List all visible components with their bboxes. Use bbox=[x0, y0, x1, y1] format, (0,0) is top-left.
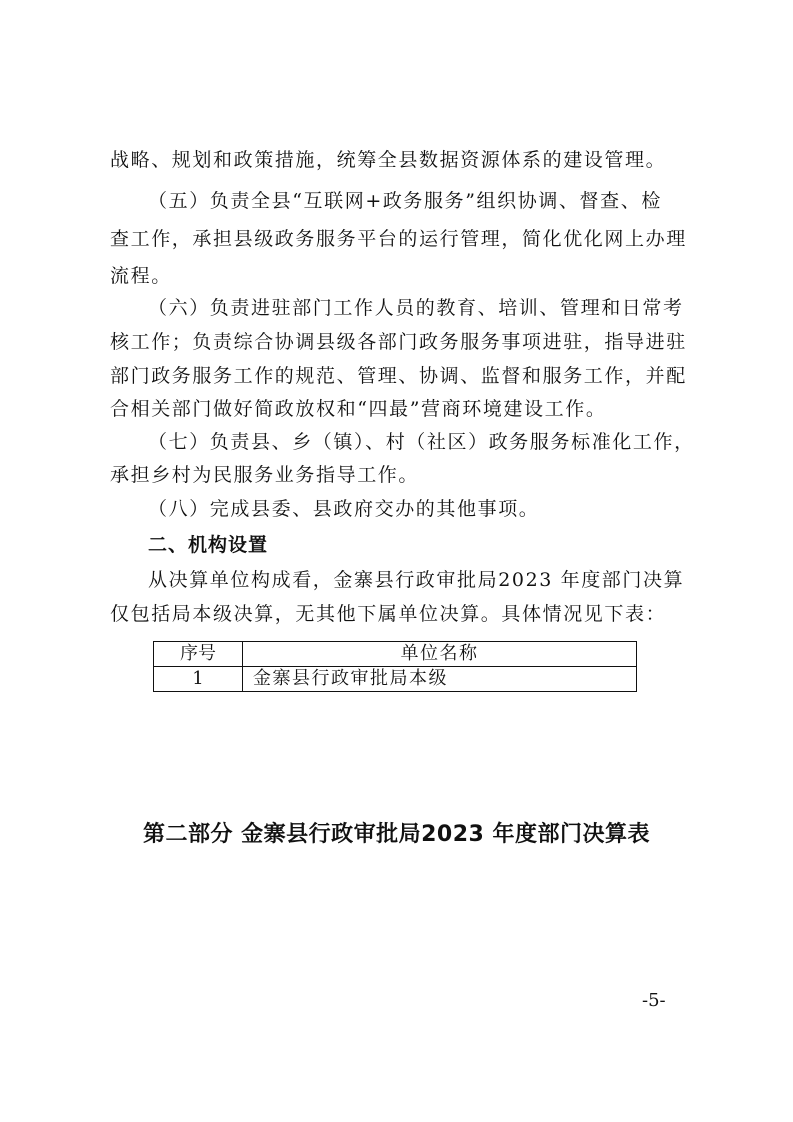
paragraph-line: （五）负责全县“互联网+政务服务”组织协调、督查、检 bbox=[148, 190, 662, 212]
table-cell: 金寨县行政审批局本级 bbox=[243, 667, 637, 692]
part-title: 第二部分 金寨县行政审批局2023 年度部门决算表 bbox=[142, 822, 651, 847]
section-heading: 二、机构设置 bbox=[148, 534, 269, 556]
paragraph-line: 从决算单位构成看，金寨县行政审批局2023 年度部门决算 bbox=[148, 569, 685, 591]
paragraph-line: 战略、规划和政策措施，统筹全县数据资源体系的建设管理。 bbox=[110, 149, 667, 171]
units-table bbox=[153, 641, 637, 692]
table-cell: 1 bbox=[154, 667, 243, 692]
paragraph-line: 流程。 bbox=[110, 265, 172, 287]
table-header-cell: 单位名称 bbox=[243, 642, 637, 667]
table-header-cell: 序号 bbox=[154, 642, 243, 667]
paragraph-line: 查工作，承担县级政务服务平台的运行管理，简化优化网上办理 bbox=[110, 228, 687, 250]
paragraph-line: 核工作；负责综合协调县级各部门政务服务事项进驻，指导进驻 bbox=[110, 331, 687, 353]
paragraph-line: （八）完成县委、县政府交办的其他事项。 bbox=[148, 498, 540, 520]
paragraph-line: （七）负责县、乡（镇）、村（社区）政务服务标准化工作， bbox=[148, 431, 695, 453]
page-number: -5- bbox=[642, 990, 666, 1011]
table-header-row bbox=[154, 642, 637, 667]
paragraph-line: 合相关部门做好简政放权和“四最”营商环境建设工作。 bbox=[110, 398, 607, 420]
paragraph-line: 部门政务服务工作的规范、管理、协调、监督和服务工作，并配 bbox=[110, 365, 687, 387]
paragraph-line: （六）负责进驻部门工作人员的教育、培训、管理和日常考 bbox=[148, 297, 684, 319]
paragraph-line: 仅包括局本级决算，无其他下属单位决算。具体情况见下表： bbox=[110, 603, 667, 625]
paragraph-line: 承担乡村为民服务业务指导工作。 bbox=[110, 464, 420, 486]
table-row bbox=[154, 667, 637, 692]
